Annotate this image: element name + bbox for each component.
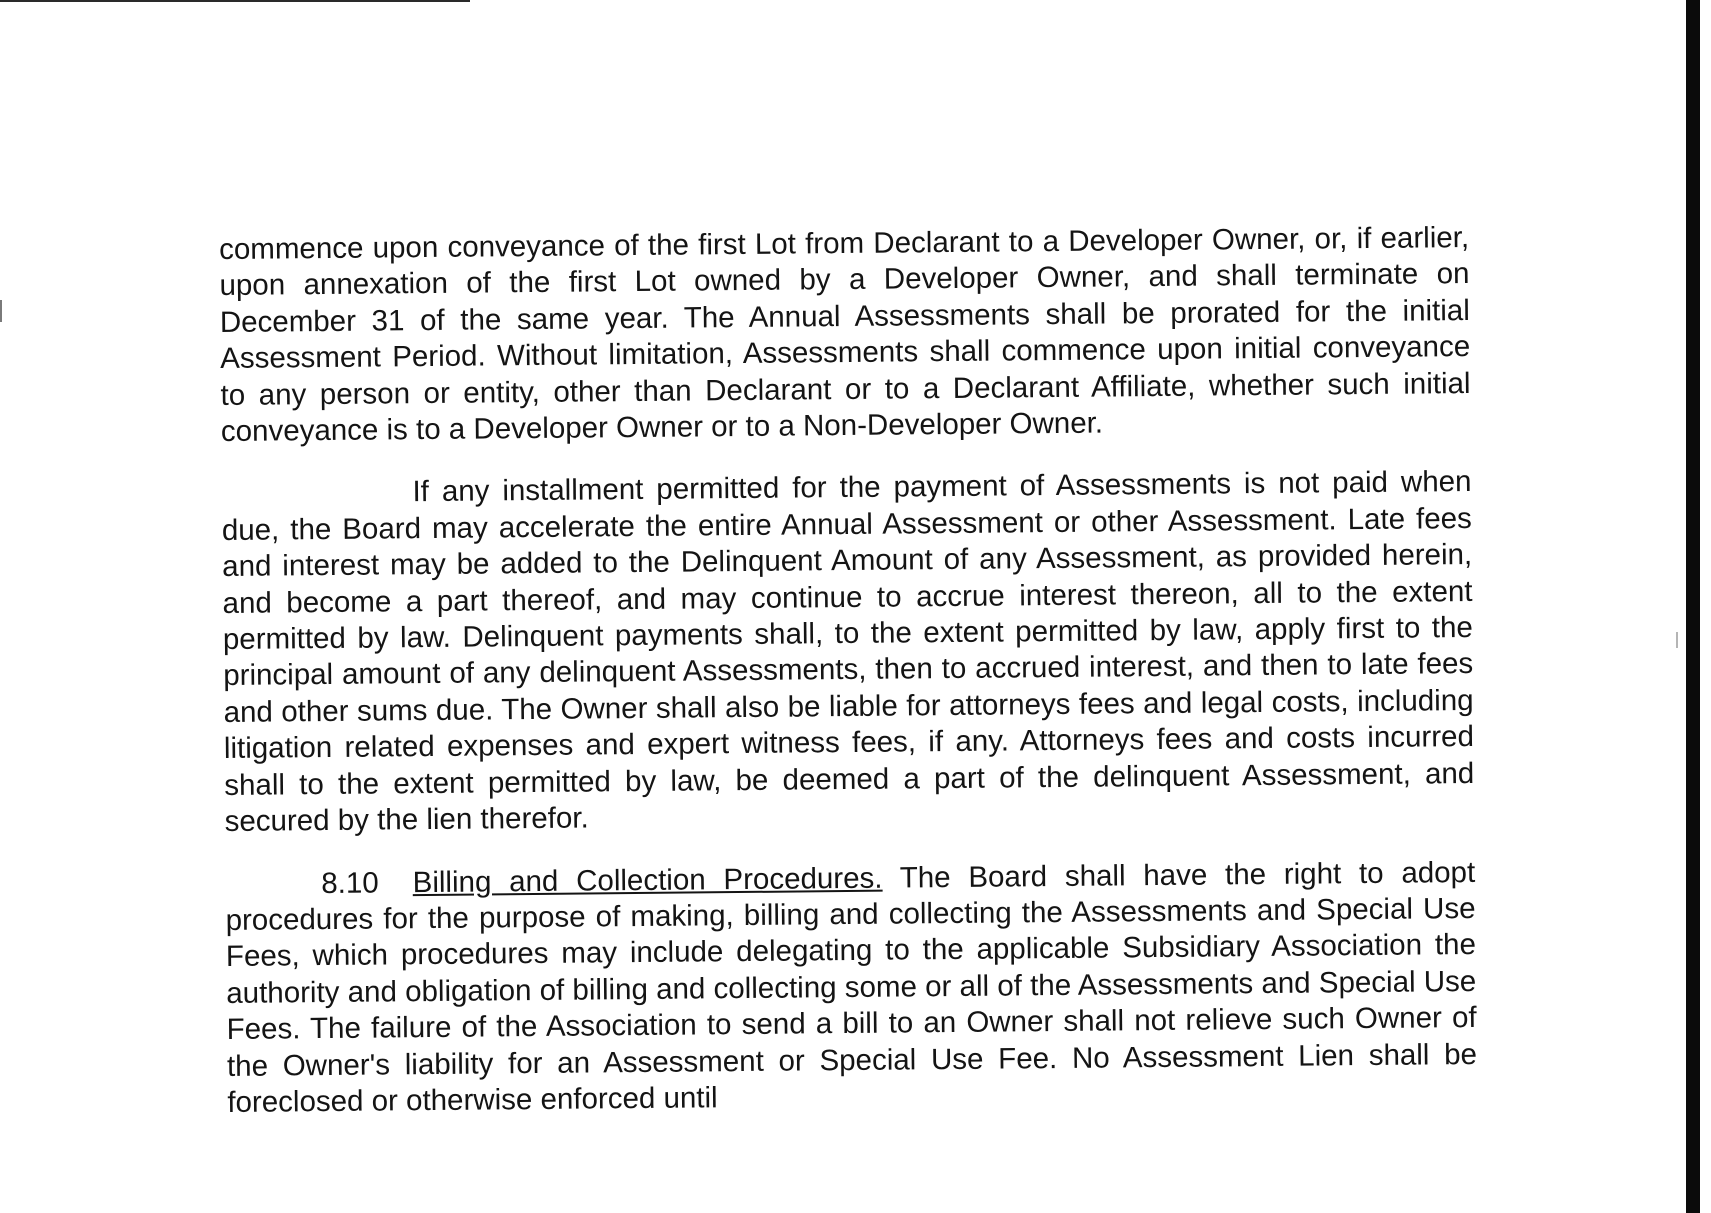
scan-top-border <box>0 0 470 2</box>
section-number: 8.10 <box>321 865 379 900</box>
section-8-10-billing-collection <box>225 854 1477 1121</box>
paragraph-delinquent-installments: If any installment permitted for the payment of Assessments is not paid when due, the Board may accelerate the entire Annual Assessment or other Assessment. Late fees and interest may be added to the Delinquent Amount of any Assessment, as provided herein, and become a part thereof, and may continue to accrue interest thereon, all to the extent permitted by law. Delinquent payments shall, to the extent permitted by law, apply first to the principal amount of any delinquent Assessments, then to accrued interest, and then to late fees and other sums due. The Owner shall also be liable for attorneys fees and legal costs, including litigation related expenses and expert witness fees, if any. Attorneys fees and costs incurred shall to the extent permitted by law, be deemed a part of the delinquent Assessment, and secured by the lien therefor. <box>221 465 1475 839</box>
document-body <box>219 220 1477 1121</box>
section-text: The Board shall have the right to adopt procedures for the purpose of making, billing and collecting the Assessments and Special Use Fees, which procedures may include delegating to the applicable Subsidiary Association the authority and obligation of billing and collecting some or all of the Assessments and Special Use Fees. The failure of the Association to send a bill to an Owner shall not relieve such Owner of the Owner's liability for an Assessment or Special Use Fee. No Assessment Lien shall be foreclosed or otherwise enforced until <box>225 855 1478 1119</box>
scan-left-mark <box>0 300 2 322</box>
paragraph-assessment-commencement: commence upon conveyance of the first Lot from Declarant to a Developer Owner, or, if earlier, upon annexation of the first Lot owned by a Developer Owner, and shall terminate on December 31 of the same year. The Annual Assessments shall be prorated for the initial Assessment Period. Without limitation, Assessments shall commence upon initial conveyance to any person or entity, other than Declarant or to a Declarant Affiliate, whether such initial conveyance is to a Developer Owner or to a Non-Developer Owner. <box>219 221 1471 449</box>
scan-right-edge <box>1686 0 1700 1213</box>
section-heading: Billing and Collection Procedures. <box>412 861 883 899</box>
scan-right-tick <box>1676 632 1678 648</box>
